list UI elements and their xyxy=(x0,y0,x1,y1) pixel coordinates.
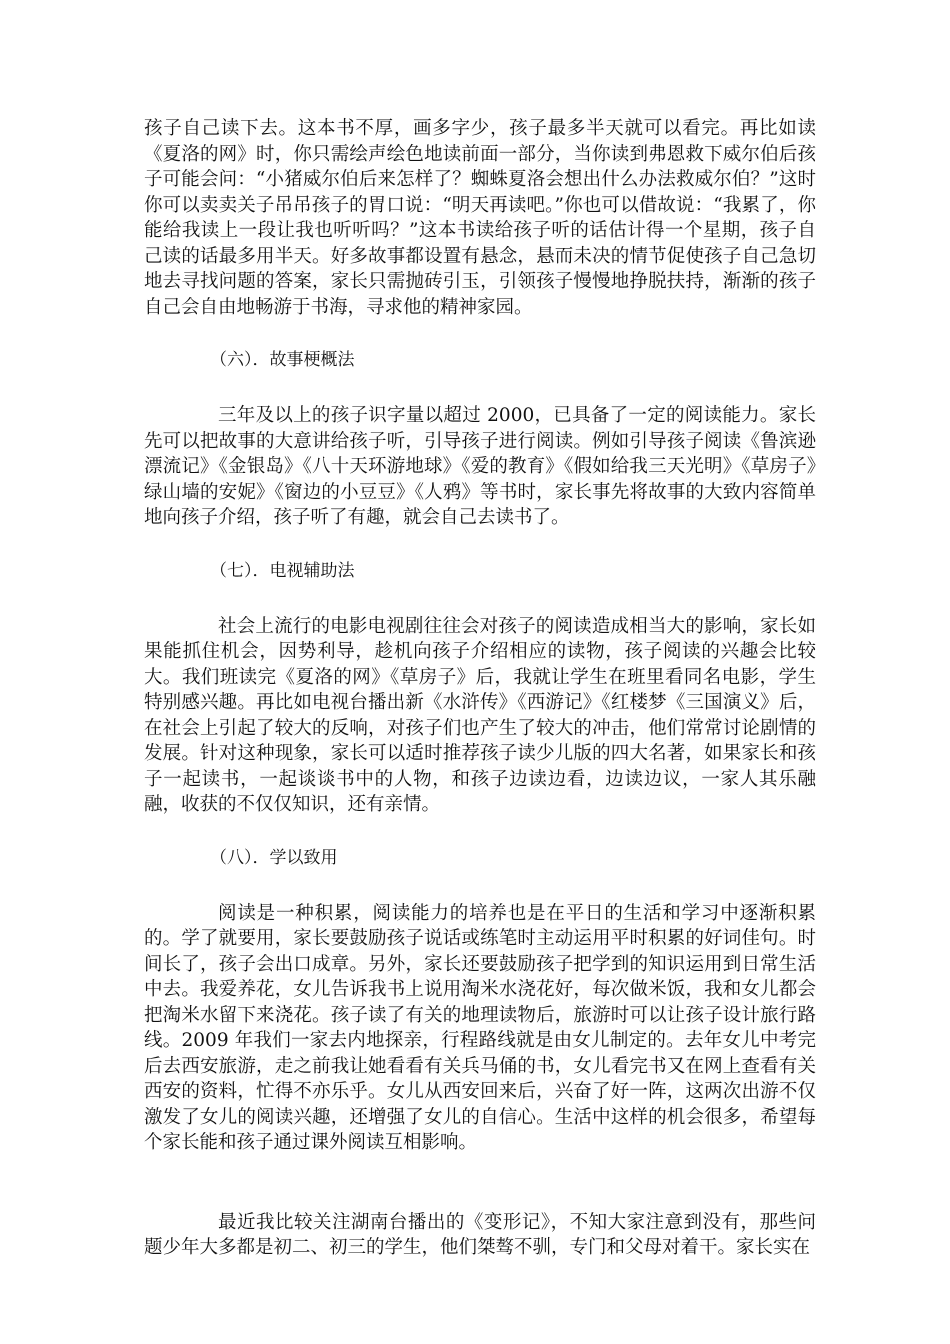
document-page xyxy=(144,116,816,1261)
paragraph-story-summary: 三年及以上的孩子识字量以超过 2000，已具备了一定的阅读能力。家长先可以把故事的大意讲给孩子听，引导孩子进行阅读。例如引导孩子阅读《鲁滨逊漂流记》《金银岛》《八十天环游地球》《爱的教育》《假如给我三天光明》《草房子》绿山墙的安妮》《窗边的小豆豆》《人鸦》等书时，家长事先将故事的大致内容简单地向孩子介绍，孩子听了有趣，就会自己去读书了。 xyxy=(144,405,816,528)
paragraph-apply-learning: 阅读是一种积累，阅读能力的培养也是在平日的生活和学习中逐渐积累的。学了就要用，家长要鼓励孩子说话或练笔时主动运用平时积累的好词佳句。时间长了，孩子会出口成章。另外，家长还要鼓励孩子把学到的知识运用到日常生活中去。我爱养花，女儿告诉我书上说用淘米水浇花好，每次做米饭，我和女儿都会把淘米水留下来浇花。孩子读了有关的地理读物后，旅游时可以让孩子设计旅行路线。2009 年我们一家去内地探亲，行程路线就是由女儿制定的。去年女儿中考完后去西安旅游，走之前我让她看看有关兵马俑的书，女儿看完书又在网上查看有关西安的资料，忙得不亦乐乎。女儿从西安回来后，兴奋了好一阵，这两次出游不仅激发了女儿的阅读兴趣，还增强了女儿的自信心。生活中这样的机会很多，希望每个家长能和孩子通过课外阅读互相影响。 xyxy=(144,902,816,1153)
paragraph-reading-aloud: 孩子自己读下去。这本书不厚，画多字少，孩子最多半天就可以看完。再比如读《夏洛的网》时，你只需绘声绘色地读前面一部分，当你读到弗恩救下威尔伯后孩子可能会问：“小猪威尔伯后来怎样了？蜘蛛夏洛会想出什么办法救威尔伯？”这时你可以卖卖关子吊吊孩子的胃口说：“明天再读吧。”你也可以借故说：“我累了，你能给我读上一段让我也听听吗？”这本书读给孩子听的话估计得一个星期，孩子自己读的话最多用半天。好多故事都设置有悬念，悬而未决的情节促使孩子自己急切地去寻找问题的答案，家长只需抛砖引玉，引领孩子慢慢地挣脱扶持，渐渐的孩子自己会自由地畅游于书海，寻求他的精神家园。 xyxy=(144,118,816,318)
section-heading-7: （七）．电视辅助法 xyxy=(210,560,355,581)
section-heading-6: （六）．故事梗概法 xyxy=(210,350,355,370)
paragraph-transformation-show: 最近我比较关注湖南台播出的《变形记》，不知大家注意到没有，那些问题少年大多都是初二、初三的学生，他们桀骜不驯，专门和父母对着干。家长实在 xyxy=(144,1211,816,1258)
section-heading-8: （八）．学以致用 xyxy=(210,847,338,868)
paragraph-tv-assist: 社会上流行的电影电视剧往往会对孩子的阅读造成相当大的影响，家长如果能抓住机会，因势利导，趁机向孩子介绍相应的读物，孩子阅读的兴趣会比较大。我们班读完《夏洛的网》《草房子》后，我就让学生在班里看同名电影，学生特别感兴趣。再比如电视台播出新《水浒传》《西游记》《红楼梦《三国演义》后，在社会上引起了较大的反响，对孩子们也产生了较大的冲击，他们常常讨论剧情的发展。针对这种现象，家长可以适时推荐孩子读少儿版的四大名著，如果家长和孩子一起读书，一起谈谈书中的人物，和孩子边读边看，边读边议，一家人其乐融融，收获的不仅仅知识，还有亲情。 xyxy=(144,615,816,815)
